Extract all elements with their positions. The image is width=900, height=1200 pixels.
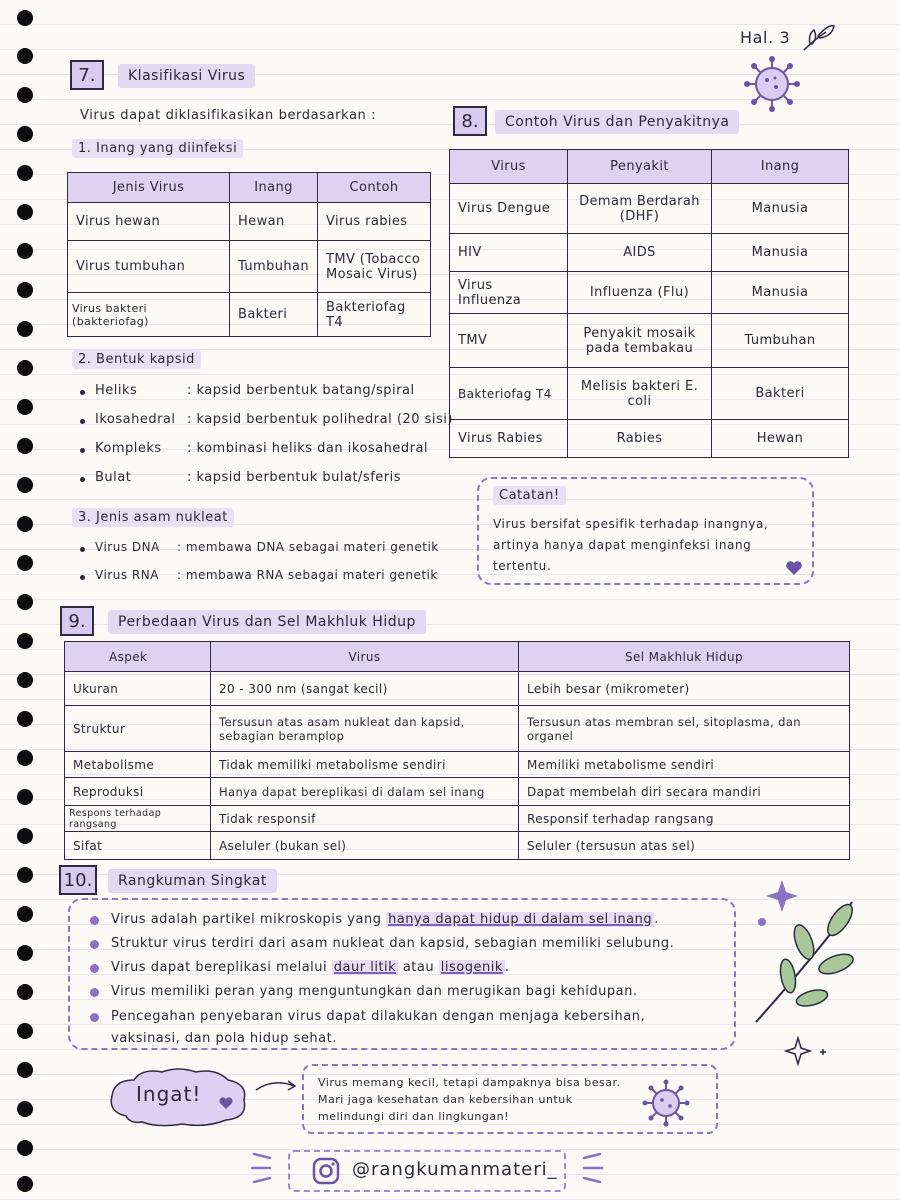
- host-table: [67, 172, 431, 337]
- table-cell: Virus hewan: [68, 203, 230, 241]
- table-cell: Aseluler (bukan sel): [211, 832, 519, 860]
- table-cell: Tumbuhan: [230, 241, 318, 293]
- table-cell: Responsif terhadap rangsang: [519, 806, 850, 832]
- list-item: Virus memiliki peran yang menguntungkan dan merugikan bagi kehidupan.: [90, 984, 720, 999]
- table-cell: Virus Dengue: [450, 184, 568, 234]
- table-cell: Influenza (Flu): [568, 272, 712, 314]
- list-item: Virus adalah partikel mikroskopis yang hanya dapat hidup di dalam sel inang .: [90, 912, 720, 927]
- ingat-label: Ingat!: [136, 1082, 202, 1106]
- branch-icon: [752, 872, 872, 1072]
- section-8-number: 8.: [453, 106, 487, 136]
- table-cell: Hewan: [230, 203, 318, 241]
- table-cell: AIDS: [568, 234, 712, 272]
- section-7-title: Klasifikasi Virus: [118, 64, 255, 88]
- virus-table-header: Penyakit: [568, 150, 712, 184]
- table-cell: Memiliki metabolisme sendiri: [519, 752, 850, 778]
- table-cell: Virus Influenza: [450, 272, 568, 314]
- list-item: Struktur virus terdiri dari asam nukleat dan kapsid, sebagian memiliki selubung.: [90, 936, 720, 951]
- section-9-number: 9.: [60, 606, 94, 636]
- section-9-title: Perbedaan Virus dan Sel Makhluk Hidup: [108, 610, 426, 634]
- virus-disease-table: [449, 149, 849, 458]
- table-cell: Hewan: [712, 420, 849, 458]
- list-item: Pencegahan penyebaran virus dapat dilakukan dengan menjaga kebersihan, vaksinasi, dan pola hidup sehat.: [90, 1006, 710, 1050]
- comparison-header: Aspek: [65, 642, 211, 672]
- virus-table-header: Inang: [712, 150, 849, 184]
- list-item: Virus DNA : membawa DNA sebagai materi genetik: [78, 540, 439, 554]
- note-title: Catatan!: [493, 486, 566, 505]
- table-cell: TMV (Tobacco Mosaic Virus): [318, 241, 431, 293]
- table-cell: Manusia: [712, 272, 849, 314]
- table-cell: Tidak memiliki metabolisme sendiri: [211, 752, 519, 778]
- list-item: Kompleks : kombinasi heliks dan ikosahedral: [78, 441, 428, 456]
- table-cell: 20 - 300 nm (sangat kecil): [211, 672, 519, 706]
- heart-icon: [785, 560, 803, 576]
- host-table-header: Jenis Virus: [68, 173, 230, 203]
- table-cell: Reproduksi: [65, 778, 211, 806]
- table-cell: Tersusun atas membran sel, sitoplasma, dan organel: [519, 706, 850, 752]
- section-10-title: Rangkuman Singkat: [108, 869, 277, 893]
- comparison-header: Sel Makhluk Hidup: [519, 642, 850, 672]
- table-cell: Dapat membelah diri secara mandiri: [519, 778, 850, 806]
- table-cell: Seluler (tersusun atas sel): [519, 832, 850, 860]
- virus-icon: [640, 1078, 692, 1128]
- table-cell: Bakteriofag T4: [450, 368, 568, 420]
- host-table-header: Inang: [230, 173, 318, 203]
- section-8-title: Contoh Virus dan Penyakitnya: [495, 110, 739, 134]
- table-cell: Hanya dapat bereplikasi di dalam sel inang: [211, 778, 519, 806]
- table-cell: Virus bakteri (bakteriofag): [68, 293, 230, 337]
- arrow-icon: [254, 1076, 300, 1096]
- comparison-table: [64, 641, 850, 860]
- table-cell: Manusia: [712, 184, 849, 234]
- table-cell: Respons terhadap rangsang: [65, 806, 211, 832]
- instagram-handle[interactable]: @rangkumanmateri_: [352, 1159, 558, 1180]
- footer-dash-right: [572, 1148, 606, 1188]
- section-10-number: 10.: [59, 865, 97, 895]
- table-cell: Manusia: [712, 234, 849, 272]
- list-item: Virus RNA : membawa RNA sebagai materi genetik: [78, 568, 438, 582]
- table-cell: Tersusun atas asam nukleat dan kapsid, sebagian beramplop: [211, 706, 519, 752]
- heart-icon: [218, 1096, 234, 1110]
- table-cell: Metabolisme: [65, 752, 211, 778]
- table-cell: Bakteri: [230, 293, 318, 337]
- virus-table-header: Virus: [450, 150, 568, 184]
- table-cell: Tumbuhan: [712, 314, 849, 368]
- page-label: Hal. 3: [740, 28, 791, 47]
- s7-intro: Virus dapat diklasifikasikan berdasarkan :: [80, 108, 377, 123]
- table-cell: Virus tumbuhan: [68, 241, 230, 293]
- table-cell: Lebih besar (mikrometer): [519, 672, 850, 706]
- table-cell: Demam Berdarah (DHF): [568, 184, 712, 234]
- s7-sub1: 1. Inang yang diinfeksi: [72, 139, 243, 158]
- instagram-icon[interactable]: [312, 1157, 340, 1185]
- table-cell: TMV: [450, 314, 568, 368]
- ingat-text: Virus memang kecil, tetapi dampaknya bisa besar. Mari jaga kesehatan dan kebersihan untuk melindungi diri dan lingkungan!: [318, 1076, 621, 1123]
- table-cell: Rabies: [568, 420, 712, 458]
- section-7-number: 7.: [70, 60, 104, 90]
- table-cell: Melisis bakteri E. coli: [568, 368, 712, 420]
- table-cell: Penyakit mosaik pada tembakau: [568, 314, 712, 368]
- list-item: Virus dapat bereplikasi melalui daur litik atau lisogenik .: [90, 960, 720, 975]
- table-cell: Sifat: [65, 832, 211, 860]
- table-cell: Ukuran: [65, 672, 211, 706]
- host-table-header: Contoh: [318, 173, 431, 203]
- virus-icon: [742, 56, 802, 112]
- note-text: Virus bersifat spesifik terhadap inangnya, artinya hanya dapat menginfeksi inang tertentu.: [493, 517, 769, 573]
- list-item: Heliks : kapsid berbentuk batang/spiral: [78, 383, 415, 398]
- table-cell: HIV: [450, 234, 568, 272]
- s7-sub3: 3. Jenis asam nukleat: [72, 508, 234, 527]
- s7-sub2: 2. Bentuk kapsid: [72, 350, 201, 369]
- table-cell: Tidak responsif: [211, 806, 519, 832]
- table-cell: Struktur: [65, 706, 211, 752]
- table-cell: Bakteriofag T4: [318, 293, 431, 337]
- leaf-icon: [800, 22, 836, 54]
- footer-dash-left: [248, 1148, 282, 1188]
- table-cell: Virus rabies: [318, 203, 431, 241]
- table-cell: Virus Rabies: [450, 420, 568, 458]
- list-item: Bulat : kapsid berbentuk bulat/sferis: [78, 470, 401, 485]
- comparison-header: Virus: [211, 642, 519, 672]
- list-item: Ikosahedral : kapsid berbentuk polihedral (20 sisi): [78, 412, 453, 427]
- table-cell: Bakteri: [712, 368, 849, 420]
